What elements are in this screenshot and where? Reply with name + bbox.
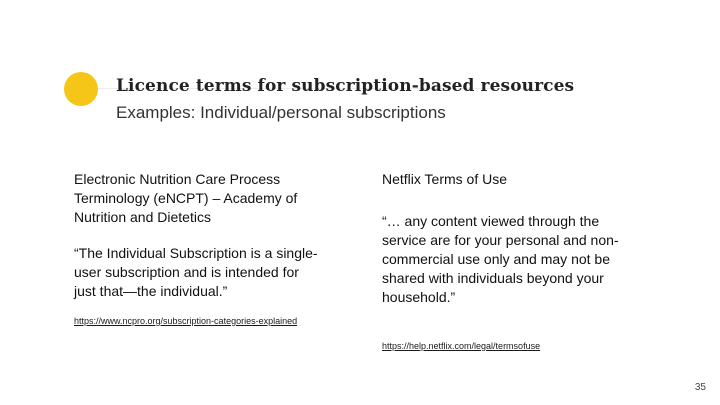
netflix-link[interactable]: https://help.netflix.com/legal/termsofuse <box>382 341 541 351</box>
encpt-heading: Electronic Nutrition Care Process Terminology (eNCPT) – Academy of Nutrition and Dietetics <box>74 171 298 225</box>
slide-subtitle: Examples: Individual/personal subscriptions <box>116 103 446 122</box>
slide-title: Licence terms for subscription-based resources <box>116 76 575 96</box>
netflix-quote: “… any content viewed through the service are for your personal and non-commercial use only and may not be shared with individuals beyond your household.” <box>382 213 619 305</box>
encpt-quote: “The Individual Subscription is a single-user subscription and is intended for just that—the individual.” <box>74 245 318 299</box>
netflix-heading: Netflix Terms of Use <box>382 171 507 187</box>
accent-circle <box>64 72 98 106</box>
encpt-link[interactable]: https://www.ncpro.org/subscription-categories-explained <box>74 316 298 326</box>
right-column <box>382 170 632 352</box>
left-column <box>74 170 324 327</box>
page-number: 35 <box>694 382 706 393</box>
